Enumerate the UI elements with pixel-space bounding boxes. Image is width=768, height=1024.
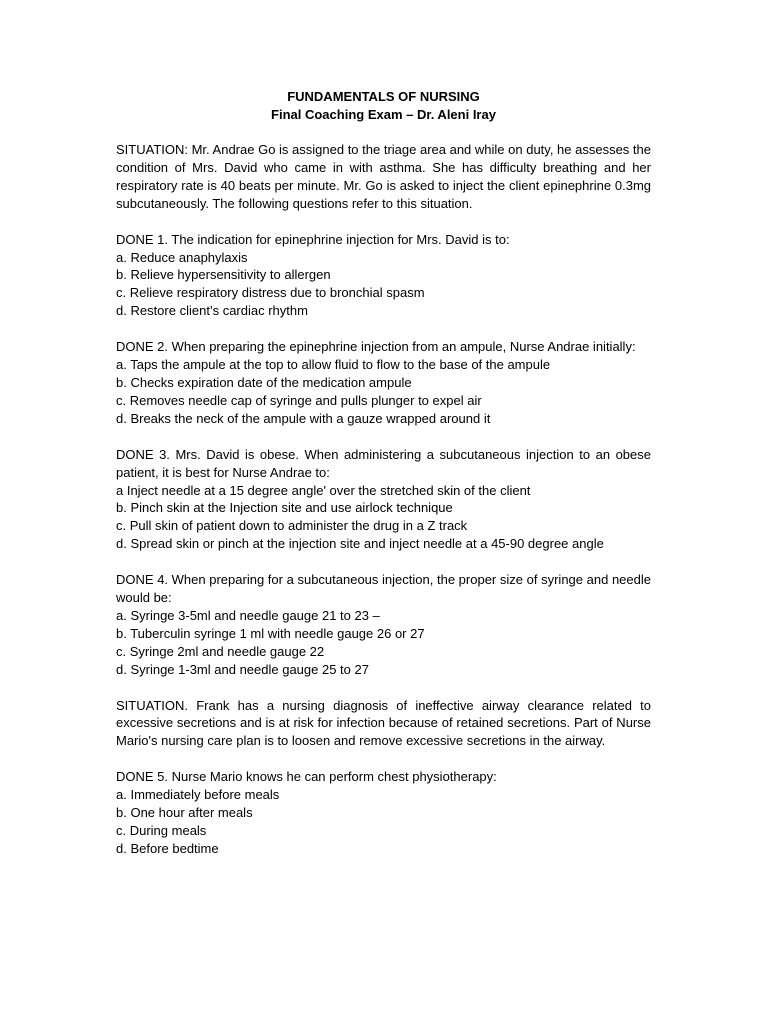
question-4-option-d: d. Syringe 1-3ml and needle gauge 25 to 27 xyxy=(116,661,369,677)
document-title: FUNDAMENTALS OF NURSING xyxy=(287,89,480,104)
question-2-block xyxy=(116,338,651,428)
question-2-option-b: b. Checks expiration date of the medication ampule xyxy=(116,374,412,390)
question-3-option-d: d. Spread skin or pinch at the injection site and inject needle at a 45-90 degree angle xyxy=(116,536,604,552)
question-1-option-c: c. Relieve respiratory distress due to bronchial spasm xyxy=(116,285,425,301)
question-1-text: DONE 1. The indication for epinephrine injection for Mrs. David is to: xyxy=(116,231,510,247)
question-3-block xyxy=(116,446,651,553)
situation-2-paragraph: SITUATION. Frank has a nursing diagnosis of ineffective airway clearance related to excessive secretions and is at risk for infection because of retained secretions. Part of Nurse Mario's nursing care plan is to loosen and remove excessive secretions in the airway. xyxy=(116,697,651,749)
question-5-option-a: a. Immediately before meals xyxy=(116,787,280,803)
question-2-option-d: d. Breaks the neck of the ampule with a gauze wrapped around it xyxy=(116,410,491,426)
question-2-option-c: c. Removes needle cap of syringe and pulls plunger to expel air xyxy=(116,392,482,408)
question-5-option-d: d. Before bedtime xyxy=(116,840,219,856)
question-4-text: DONE 4. When preparing for a subcutaneous injection, the proper size of syringe and needle would be: xyxy=(116,572,651,606)
question-1-block xyxy=(116,231,651,321)
question-2-option-a: a. Taps the ampule at the top to allow fluid to flow to the base of the ampule xyxy=(116,357,551,373)
question-4-block xyxy=(116,571,651,678)
question-5-option-c: c. During meals xyxy=(116,823,207,838)
question-4-option-a: a. Syringe 3-5ml and needle gauge 21 to 23 – xyxy=(116,607,380,623)
question-5-text: DONE 5. Nurse Mario knows he can perform chest physiotherapy: xyxy=(116,769,497,785)
question-2-text: DONE 2. When preparing the epinephrine injection from an ampule, Nurse Andrae initially: xyxy=(116,339,636,355)
document-subtitle: Final Coaching Exam – Dr. Aleni Iray xyxy=(271,107,496,122)
question-5-option-b: b. One hour after meals xyxy=(116,805,253,821)
question-3-option-b: b. Pinch skin at the Injection site and use airlock technique xyxy=(116,500,453,516)
question-1-option-a: a. Reduce anaphylaxis xyxy=(116,249,248,265)
question-4-option-b: b. Tuberculin syringe 1 ml with needle gauge 26 or 27 xyxy=(116,625,425,641)
question-3-option-c: c. Pull skin of patient down to administer the drug in a Z track xyxy=(116,518,468,534)
question-4-option-c: c. Syringe 2ml and needle gauge 22 xyxy=(116,643,325,659)
question-1-option-d: d. Restore client’s cardiac rhythm xyxy=(116,303,308,319)
question-1-option-b: b. Relieve hypersensitivity to allergen xyxy=(116,267,331,283)
title-block xyxy=(116,88,651,124)
question-3-option-a: a Inject needle at a 15 degree angle' over the stretched skin of the client xyxy=(116,482,531,498)
situation-1-paragraph: SITUATION: Mr. Andrae Go is assigned to the triage area and while on duty, he assesses the condition of Mrs. David who came in with asthma. She has difficulty breathing and her respiratory rate is 40 beats per minute. Mr. Go is asked to inject the client epinephrine 0.3mg subcutaneously. The following questions refer to this situation. xyxy=(116,142,651,211)
question-5-block xyxy=(116,768,651,858)
question-3-text: DONE 3. Mrs. David is obese. When administering a subcutaneous injection to an obese patient, it is best for Nurse Andrae to: xyxy=(116,446,651,480)
